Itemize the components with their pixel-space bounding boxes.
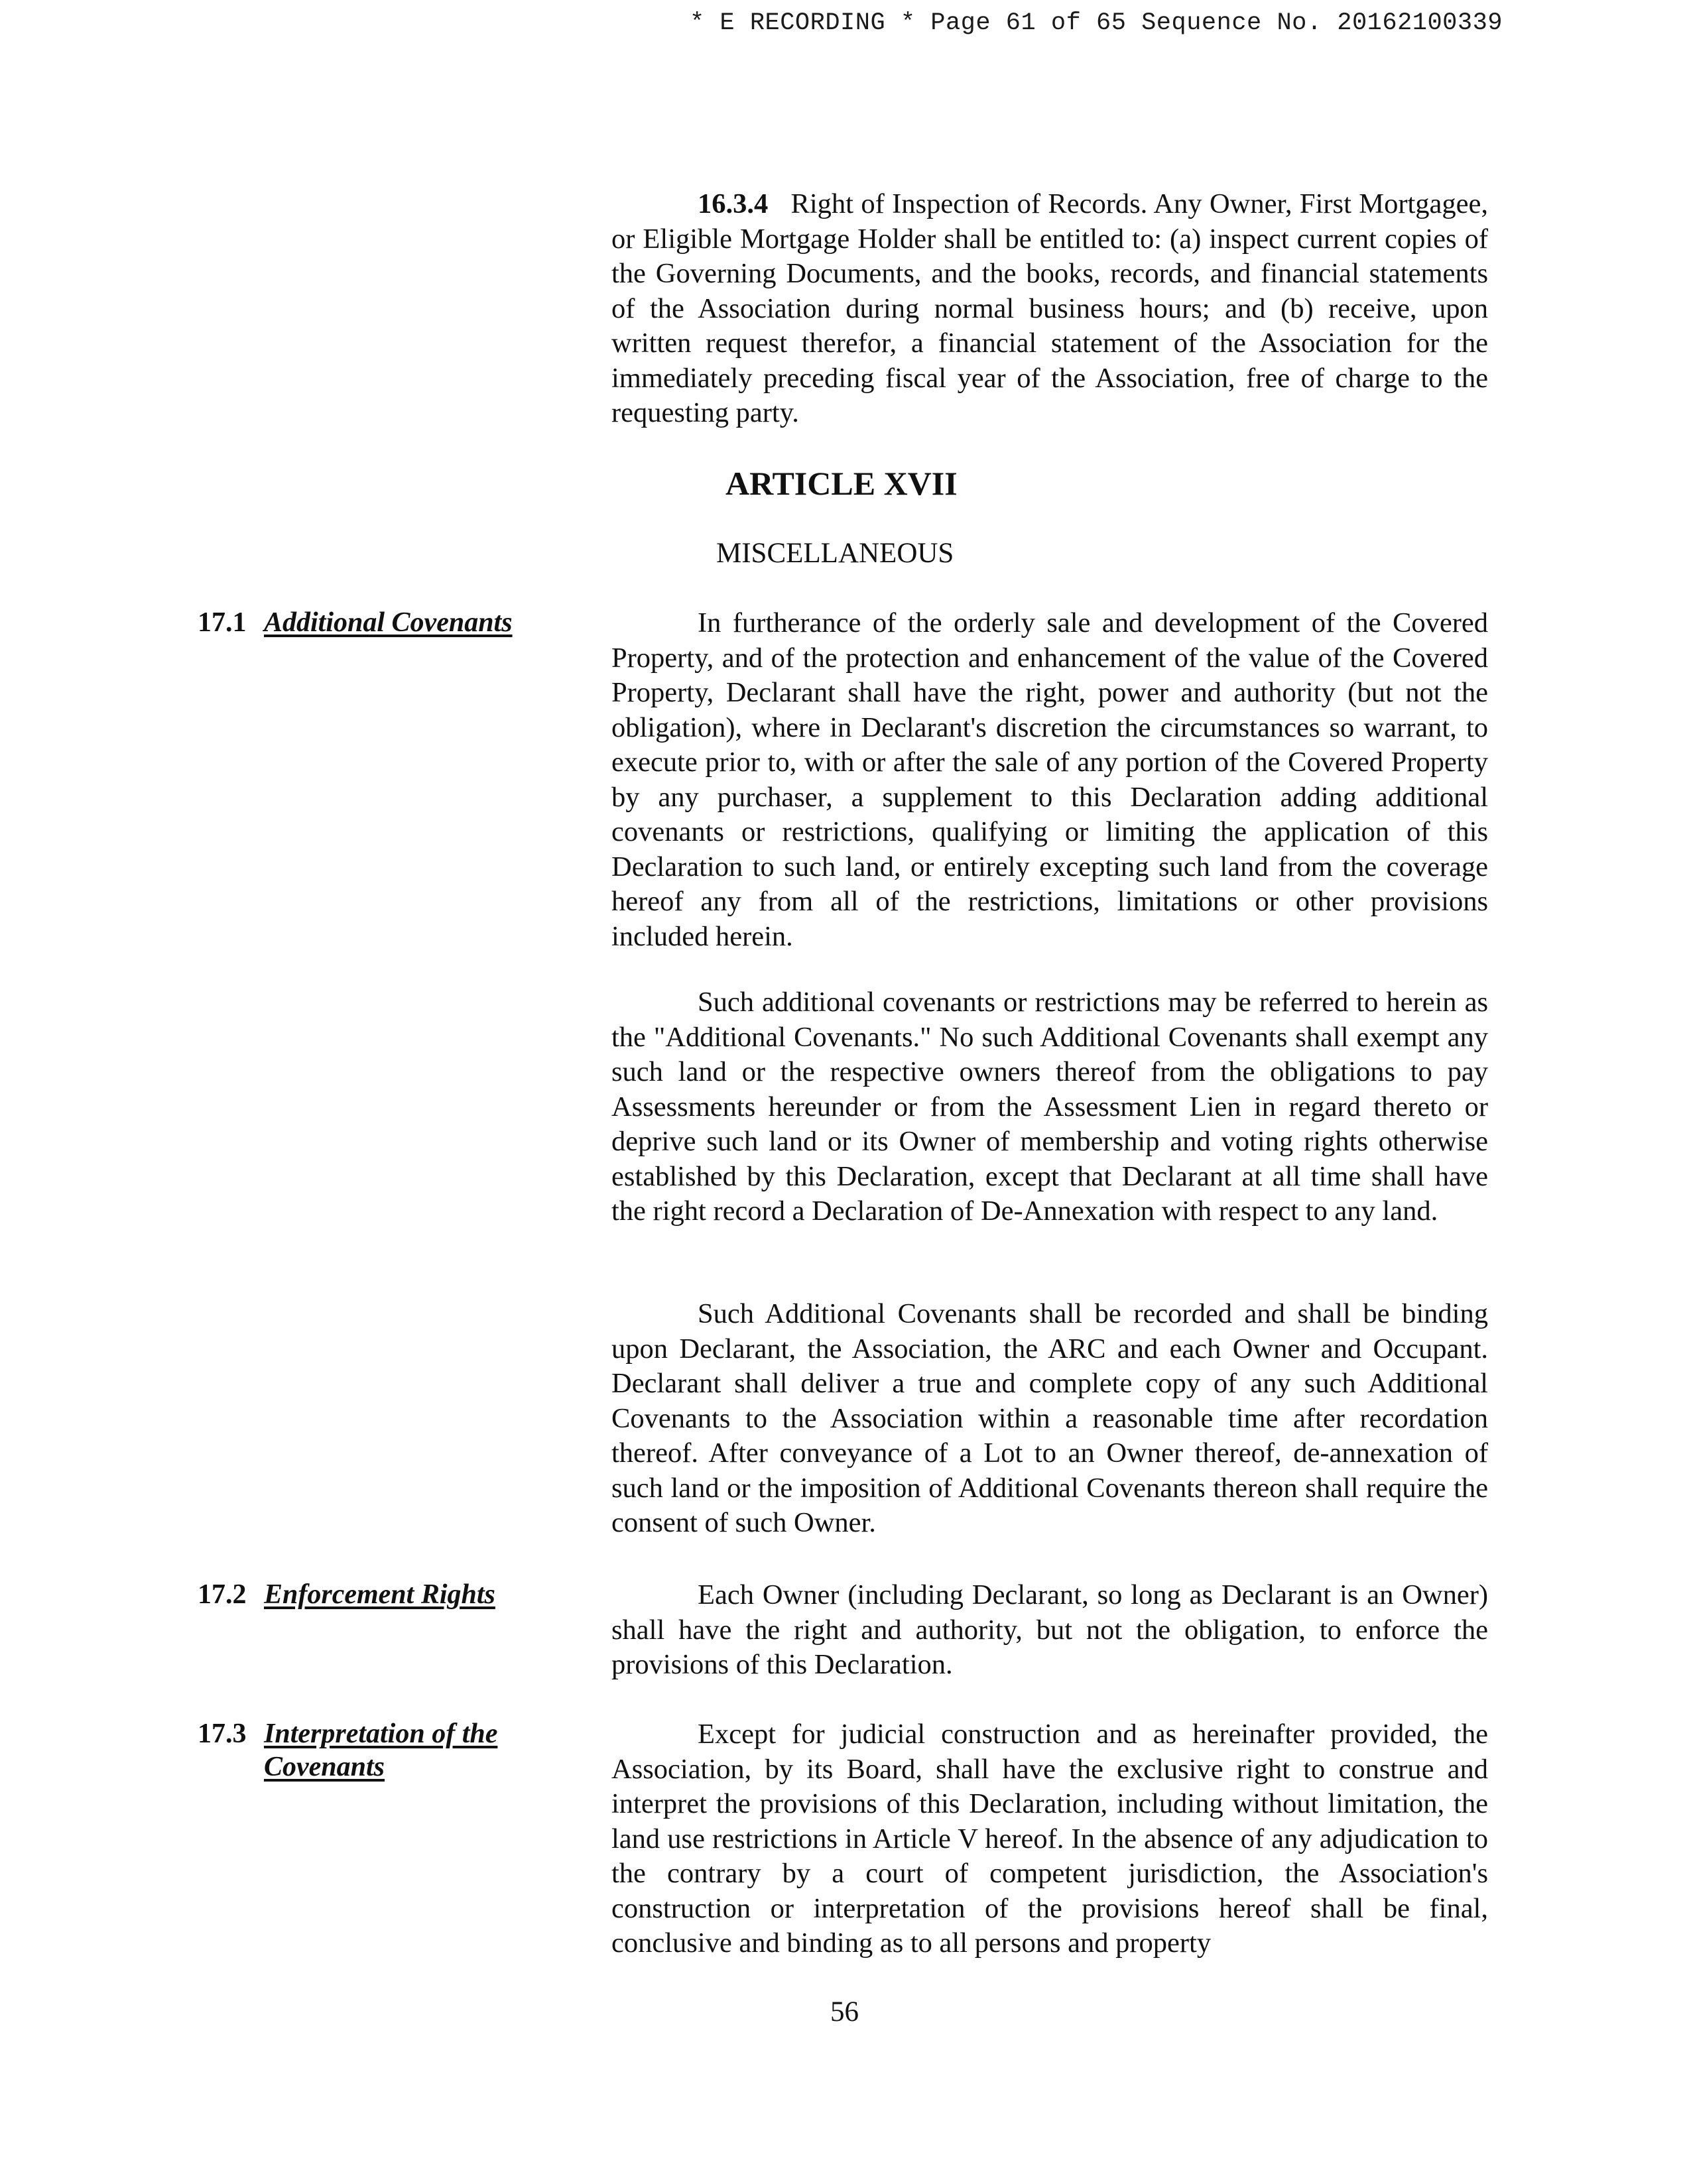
section-heading-17-2 <box>198 1578 569 1611</box>
section-17-1-paragraph-3: Such Additional Covenants shall be recorded and shall be binding upon Declarant, the Association, the ARC and each Owner and Occupant. Declarant shall deliver a true and complete copy of any such Additional Covenants to the Association within a reasonable time after recordation thereof. After conveyance of a Lot to an Owner thereof, de-annexation of such land or the imposition of Additional Covenants thereon shall require the consent of such Owner. <box>611 1298 1488 1538</box>
recording-stamp: * E RECORDING * Page 61 of 65 Sequence No. 20162100339 <box>690 9 1503 37</box>
section-17-1-paragraph-2: Such additional covenants or restrictions may be referred to herein as the "Additional Covenants." No such Additional Covenants shall exempt any such land or the respective owners thereof from the obligations to pay Assessments hereunder or from the Assessment Lien in regard thereto or deprive such land or its Owner of membership and voting rights otherwise established by this Declaration, except that Declarant at all time shall have the right record a Declaration of De-Annexation with respect to any land. <box>611 987 1488 1227</box>
section-heading-17-3 <box>198 1717 569 1784</box>
section-title: Enforcement Rights <box>264 1579 495 1610</box>
section-number: 17.1 <box>198 607 247 638</box>
section-number: 17.3 <box>198 1719 247 1749</box>
section-title: Additional Covenants <box>264 607 513 638</box>
article-title: ARTICLE XVII <box>725 465 958 502</box>
article-subtitle: MISCELLANEOUS <box>716 538 954 569</box>
section-heading-17-1 <box>198 606 569 639</box>
section-17-2-paragraph-1: Each Owner (including Declarant, so long as Declarant is an Owner) shall have the right and authority, but not the obligation, to enforce the provisions of this Declaration. <box>611 1579 1488 1680</box>
section-16-3-4-paragraph <box>611 187 1488 431</box>
page-number: 56 <box>830 1996 859 2028</box>
section-17-1-paragraph-1: In furtherance of the orderly sale and development of the Covered Property, and of the protection and enhancement of the value of the Covered Property, Declarant shall have the right, power and authority (but not the obligation), where in Declarant's discretion the circumstances so warrant, to execute prior to, with or after the sale of any portion of the Covered Property by any purchaser, a supplement to this Declaration adding additional covenants or restrictions, qualifying or limiting the application of this Declaration to such land, or entirely excepting such land from the coverage hereof any from all of the restrictions, limitations or other provisions included herein. <box>611 607 1488 952</box>
section-17-3-paragraph-1: Except for judicial construction and as hereinafter provided, the Association, by its Board, shall have the exclusive right to construe and interpret the provisions of this Declaration, including without limitation, the land use restrictions in Article V hereof. In the absence of any adjudication to the contrary by a court of competent jurisdiction, the Association's construction or interpretation of the provisions hereof shall be final, conclusive and binding as to all persons and property <box>611 1719 1488 1959</box>
section-16-3-4-number: 16.3.4 <box>698 188 769 219</box>
section-16-3-4-text: Right of Inspection of Records. Any Owner, First Mortgagee, or Eligible Mortgage Holder shall be entitled to: (a) inspect current copies of the Governing Documents, and the books, records, and financial statements of the Association during normal business hours; and (b) receive, upon written request therefor, a financial statement of the Association for the immediately preceding fiscal year of the Association, free of charge to the requesting party. <box>611 188 1488 428</box>
section-title: Interpretation of the Covenants <box>264 1719 498 1782</box>
section-number: 17.2 <box>198 1579 247 1610</box>
